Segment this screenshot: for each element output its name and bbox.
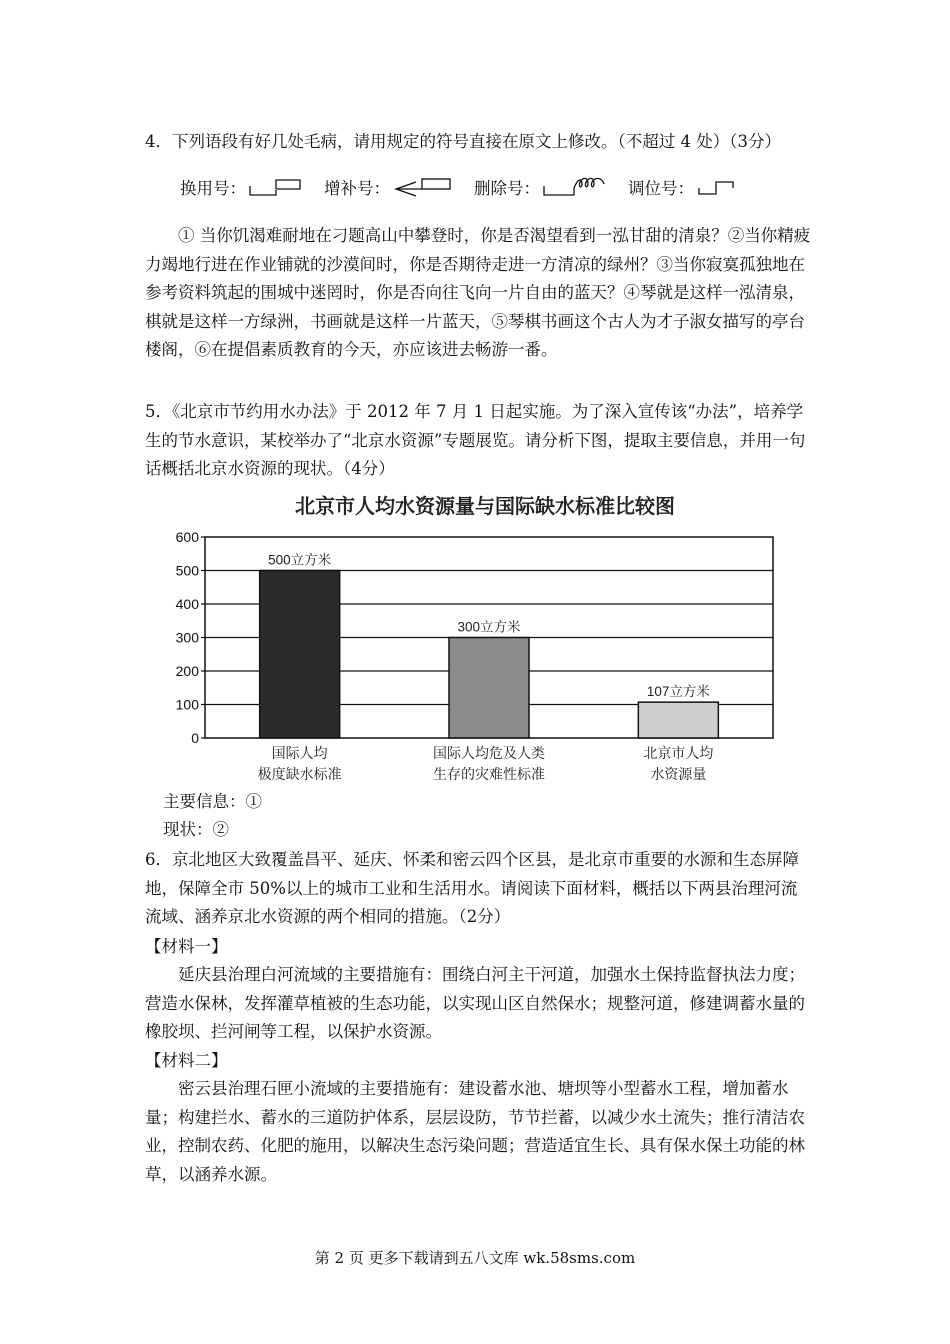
x-tick-label: 极度缺水标准: [257, 766, 342, 782]
y-tick-label: 600: [175, 529, 199, 545]
q6-stem: 6．京北地区大致覆盖昌平、延庆、怀柔和密云四个区县，是北京市重要的水源和生态屏障地，保障全市 50%以上的城市工业和生活用水。请阅读下面材料，概括以下两县治理河流流域、涵养京北水资源的两个相同的措施。（2分）: [145, 850, 799, 926]
correction-symbols: [180, 172, 756, 202]
bar: [449, 638, 529, 739]
q4-stem: 4．下列语段有好几处毛病，请用规定的符号直接在原文上修改。（不超过 4 处）（3分）: [145, 132, 781, 151]
q4-passage: ① 当你饥渴难耐地在刁题高山中攀登时，你是否渴望看到一泓甘甜的清泉？②当你精疲力竭地行进在作业铺就的沙漠间时，你是否期待走进一方清凉的绿州？③当你寂寞孤独地在参考资料筑起的围城中迷罔时，你是否向往飞向一片自由的蓝天？④琴就是这样一泓清泉，棋就是这样一方绿洲，书画就是这样一片蓝天，⑤琴棋书画这个古人为才子淑女描写的亭台楼阁，⑥在提倡素质教育的今天，亦应该进去畅游一番。: [145, 226, 811, 359]
y-tick-label: 400: [175, 596, 199, 612]
x-tick-label: 国际人均危及人类: [433, 745, 545, 761]
material-one-title: 【材料一】: [145, 937, 228, 956]
x-tick-label: 生存的灾难性标准: [433, 766, 545, 782]
symbol-transpose-label: 调位号：: [628, 179, 694, 198]
insert-mark-icon: [392, 176, 454, 198]
q5-answer-line-1: 主要信息：①: [163, 792, 262, 811]
symbol-insert: [324, 175, 454, 199]
transpose-mark-icon: [696, 176, 736, 198]
material-one-text: 延庆县治理白河流域的主要措施有：围绕白河主干河道，加强水土保持监督执法力度；营造水保林，发挥灌草植被的生态功能，以实现山区自然保水；规整河道，修建调蓄水量的橡胶坝、拦河闸等工程，以保护水资源。: [145, 965, 805, 1041]
delete-mark-icon: [542, 176, 608, 198]
y-tick-label: 300: [175, 629, 199, 646]
data-label: 500立方米: [268, 552, 332, 568]
symbol-delete: [474, 175, 608, 199]
page-footer: 第 2 页 更多下载请到五八文库 wk.58sms.com: [314, 1249, 636, 1267]
bar-chart: [165, 525, 805, 787]
bar: [260, 571, 340, 739]
q5-stem: 5．《北京市节约用水办法》于 2012 年 7 月 1 日起实施。为了深入宣传该“办法”，培养学生的节水意识，某校举办了“北京水资源”专题展览。请分析下图，提取主要信息，并用一句话概括北京水资源的现状。（4分）: [145, 402, 806, 478]
x-tick-label: 水资源量: [650, 766, 707, 782]
data-label: 107立方米: [646, 684, 710, 700]
y-tick-label: 100: [175, 696, 199, 713]
y-tick-label: 500: [175, 562, 199, 579]
chart-title: 北京市人均水资源量与国际缺水标准比较图: [295, 494, 675, 518]
y-tick-label: 0: [191, 730, 199, 746]
data-label: 300立方米: [457, 619, 521, 635]
x-tick-label: 国际人均: [271, 745, 328, 761]
x-tick-label: 北京市人均: [643, 745, 714, 761]
material-two-text: 密云县治理石匣小流域的主要措施有：建设蓄水池、塘坝等小型蓄水工程，增加蓄水量；构建拦水、蓄水的三道防护体系，层层设防，节节拦蓄，以减少水土流失；推行清洁农业，控制农药、化肥的施用，以解决生态污染问题；营造适宜生长、具有保水保土功能的林草，以涵养水源。: [145, 1079, 805, 1184]
q5-answer-line-2: 现状：②: [163, 820, 229, 839]
symbol-replace: [180, 175, 304, 199]
symbol-delete-label: 删除号：: [474, 179, 540, 198]
y-tick-label: 200: [175, 663, 199, 679]
symbol-replace-label: 换用号：: [180, 179, 246, 198]
bar: [638, 702, 718, 738]
material-two-title: 【材料二】: [145, 1051, 228, 1070]
symbol-insert-label: 增补号：: [324, 179, 390, 198]
symbol-transpose: [628, 175, 736, 199]
replace-mark-icon: [248, 176, 304, 198]
